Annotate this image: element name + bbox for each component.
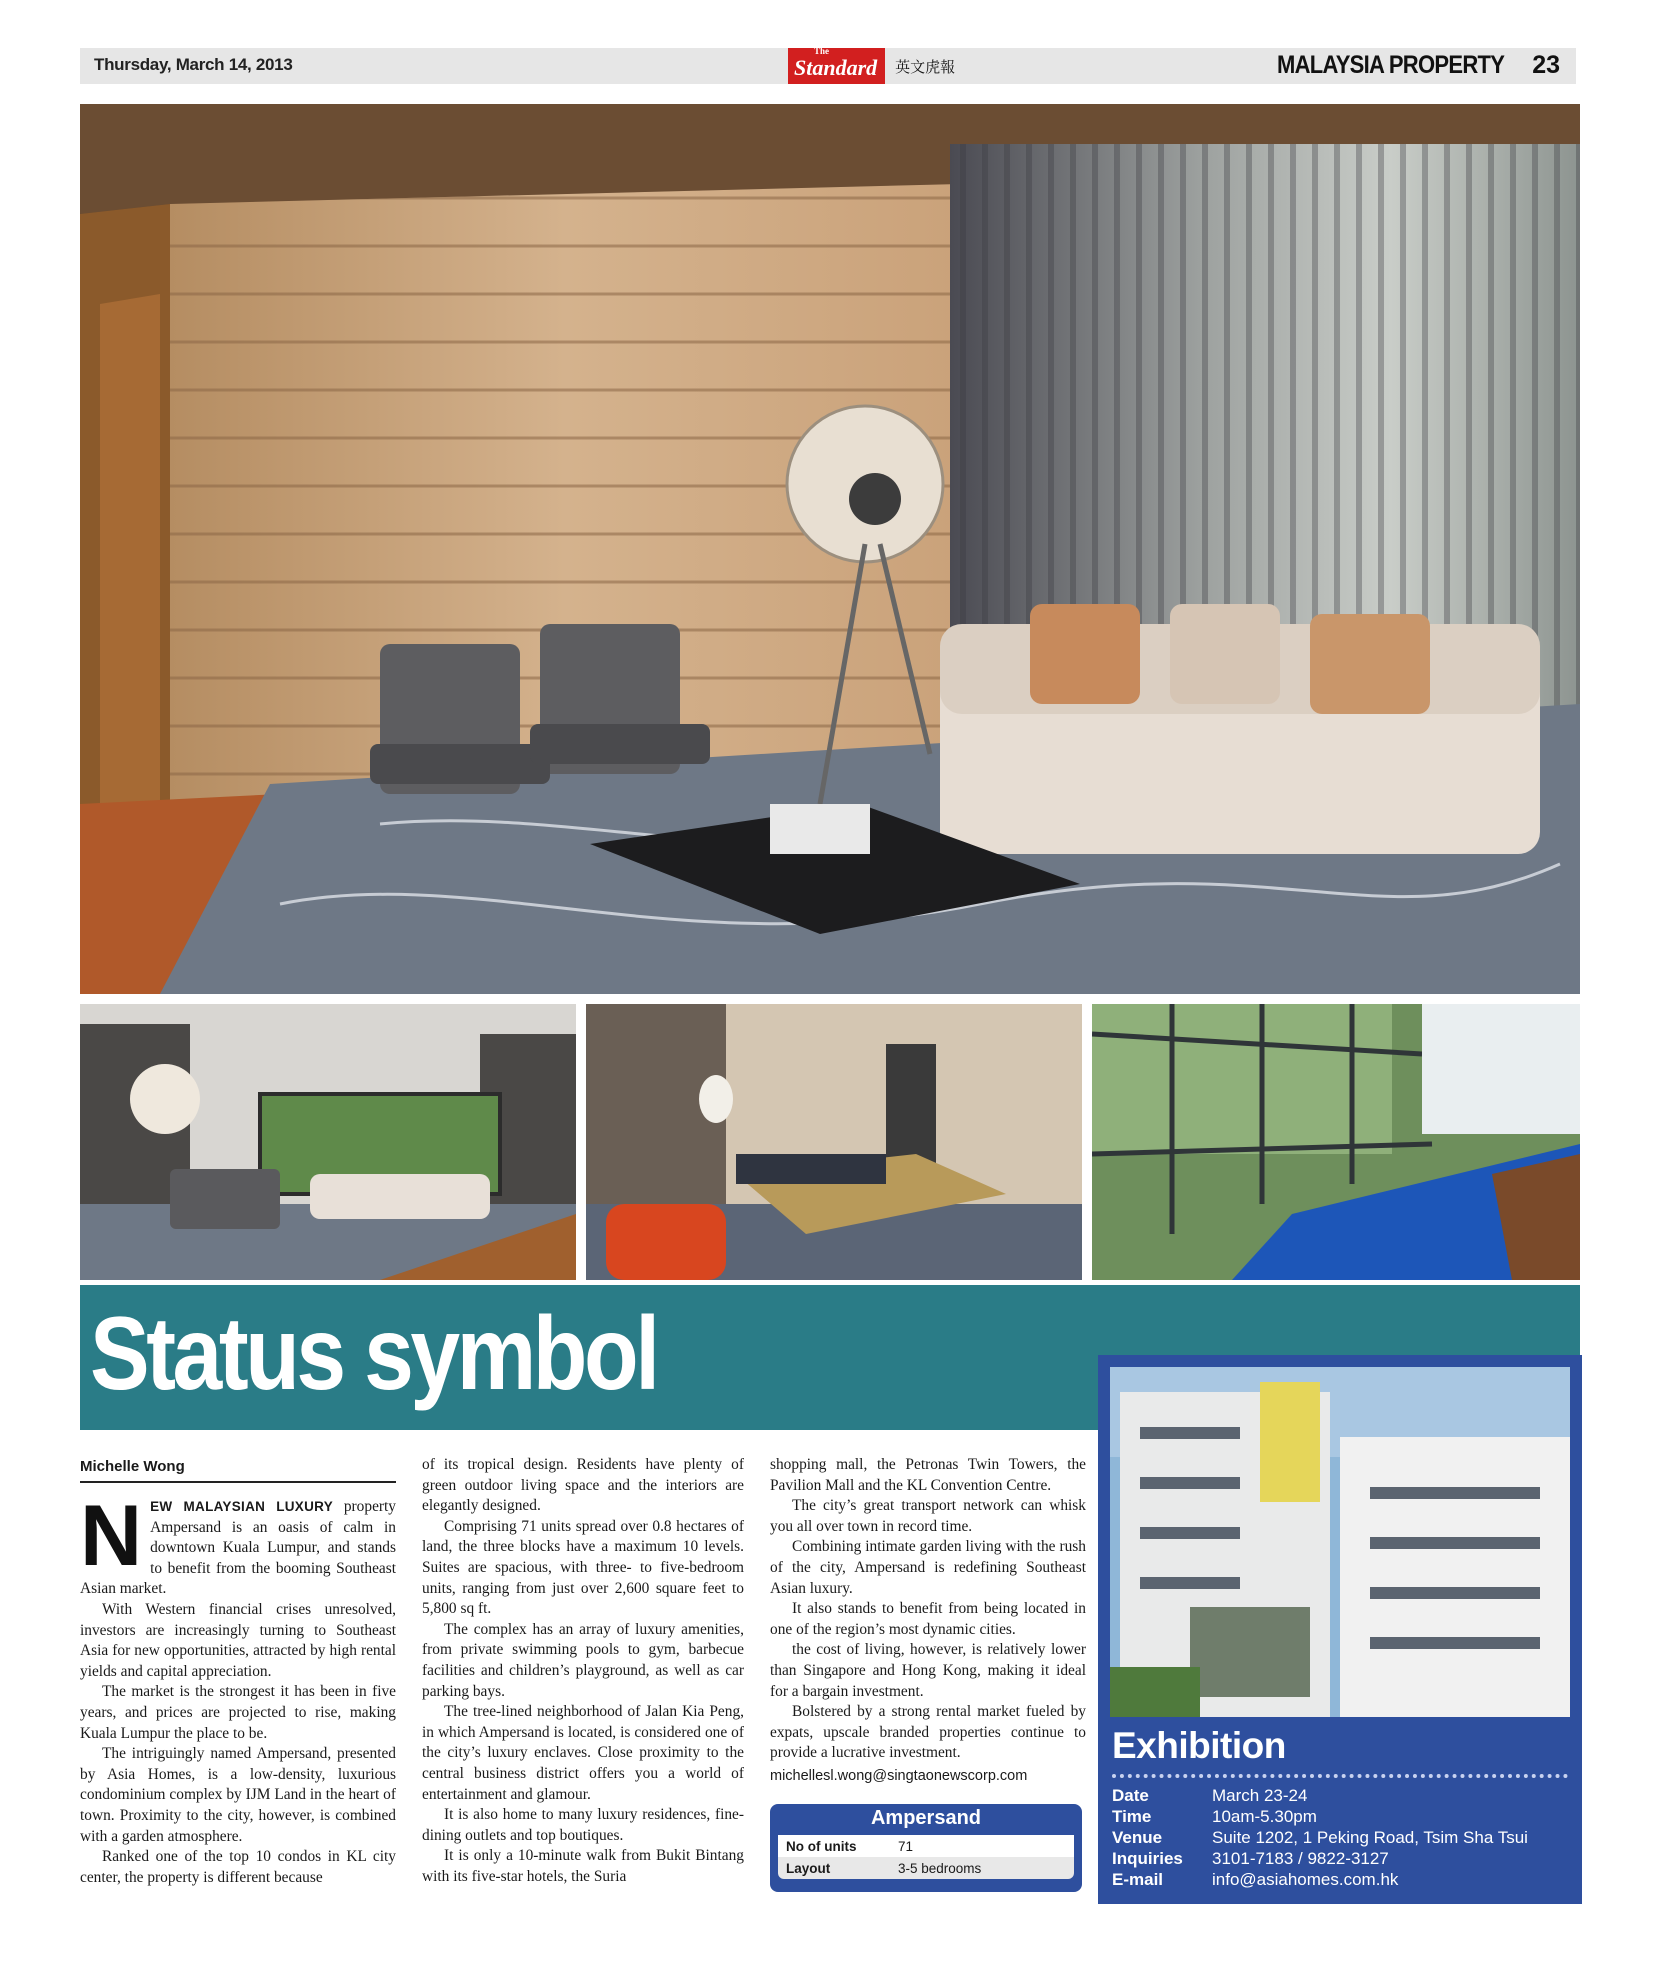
detail-row [1112,1806,1528,1827]
logo-chinese: 英文虎報 [895,57,956,76]
author-email[interactable]: michellesl.wong@singtaonewscorp.com [770,1767,1028,1784]
detail-value: 3101-7183 / 9822-3127 [1212,1849,1389,1868]
issue-date: Thursday, March 14, 2013 [94,55,293,74]
fact-box-title: Ampersand [870,1807,982,1829]
paragraph: Bolstered by a strong rental market fueled by expats, upscale branded properties continue to provide a lucrative investment. [770,1703,1086,1762]
paragraph: It is only a 10-minute walk from Bukit Bintang with its five-star hotels, the Suria [422,1847,744,1885]
detail-row [1112,1785,1528,1806]
article-column-1 [80,1488,396,1888]
ampersand-fact-box [770,1804,1082,1892]
paragraph: It is also home to many luxury residences, fine-dining outlets and top boutiques. [422,1806,744,1844]
pool-photo [1092,1004,1580,1280]
detail-value[interactable]: info@asiahomes.com.hk [1212,1870,1399,1889]
detail-label: E-mail [1112,1870,1164,1889]
fact-row [778,1835,1074,1857]
page-header [80,48,1576,84]
fact-label: No of units [778,1835,890,1857]
exhibition-details [1112,1785,1528,1890]
logo-wordmark [788,48,885,84]
detail-value: March 23-24 [1212,1786,1308,1805]
dotted-divider [1112,1774,1568,1778]
lead-caps: EW MALAYSIAN LUXURY [150,1499,334,1514]
detail-value: Suite 1202, 1 Peking Road, Tsim Sha Tsui [1212,1828,1528,1847]
detail-value: 10am-5.30pm [1212,1807,1317,1826]
living-area-illustration [80,1004,576,1280]
detail-label: Inquiries [1112,1849,1183,1868]
newspaper-logo [788,48,955,84]
page-number: 23 [1532,51,1560,79]
fact-value: 3-5 bedrooms [890,1857,1074,1879]
paragraph [80,1488,396,1600]
living-room-photo [80,104,1580,994]
detail-label: Venue [1112,1828,1163,1847]
paragraph: Ranked one of the top 10 condos in KL city center, the property is different because [80,1848,396,1886]
paragraph: The tree-lined neighborhood of Jalan Kia Peng, in which Ampersand is located, is considered one of the city’s luxury enclaves. Close proximity to the central business district offers you a world of entertainment and glamour. [422,1703,744,1803]
article-column-2 [422,1455,744,1887]
paragraph: With Western financial crises unresolved, investors are increasingly turning to Southeast Asia for new opportunities, attracted by high rental yields and capital appreciation. [80,1600,396,1680]
building-exterior-photo [1110,1367,1570,1717]
paragraph: The city’s great transport network can whisk you all over town in record time. [770,1497,1086,1535]
byline: Michelle Wong [80,1458,396,1483]
paragraph: the cost of living, however, is relatively lower than Singapore and Hong Kong, making it ideal for a bargain investment. [770,1641,1086,1700]
logo-name: Standard [794,55,878,80]
paragraph: Comprising 71 units spread over 0.8 hectares of land, the three blocks have a maximum 10 levels. Suites are spacious, with three- to five-bedroom units, ranging from just over 2,600 square feet to 5,800 sq ft. [422,1517,744,1618]
paragraph: It also stands to benefit from being located in one of the region’s most dynamic cities. [770,1600,1086,1638]
paragraph: Combining intimate garden living with the rush of the city, Ampersand is redefining Southeast Asian luxury. [770,1538,1086,1597]
section-name: MALAYSIA PROPERTY [1276,51,1504,79]
detail-label: Date [1112,1786,1149,1805]
headline: Status symbol [90,1296,657,1412]
fact-table [778,1835,1074,1879]
detail-label: Time [1112,1807,1152,1826]
living-area-photo [80,1004,576,1280]
building-illustration [1110,1367,1570,1717]
detail-row [1112,1827,1528,1848]
fact-label: Layout [778,1857,890,1879]
exhibition-box [1098,1355,1582,1904]
detail-row [1112,1869,1528,1890]
paragraph: The market is the strongest it has been in five years, and prices are projected to rise, making Kuala Lumpur the place to be. [80,1683,396,1742]
fact-value: 71 [890,1835,1074,1857]
bedroom-illustration [586,1004,1082,1280]
detail-row [1112,1848,1528,1869]
article-column-3 [770,1455,1086,1787]
paragraph: of its tropical design. Residents have plenty of green outdoor living space and the interiors are elegantly designed. [422,1456,744,1515]
paragraph: The complex has an array of luxury amenities, from private swimming pools to gym, barbecue facilities and children’s playground, as well as car parking bays. [422,1620,744,1700]
bedroom-photo [586,1004,1082,1280]
logo-the: The [814,46,830,56]
exhibition-title: Exhibition [1112,1725,1286,1766]
paragraph: shopping mall, the Petronas Twin Towers, the Pavilion Mall and the KL Convention Centre. [770,1456,1086,1494]
paragraph: The intriguingly named Ampersand, presented by Asia Homes, is a low-density, luxurious condominium complex by IJM Land in the heart of town. Proximity to the city, however, is combined with a garden atmosphere. [80,1745,396,1845]
paragraph-text: property Ampersand is an oasis of calm in downtown Kuala Lumpur, and stands to benefit from the booming Southeast Asian market. [80,1498,396,1598]
living-room-illustration [80,104,1580,994]
pool-illustration [1092,1004,1580,1280]
drop-cap: N [80,1488,143,1584]
fact-row [778,1857,1074,1879]
